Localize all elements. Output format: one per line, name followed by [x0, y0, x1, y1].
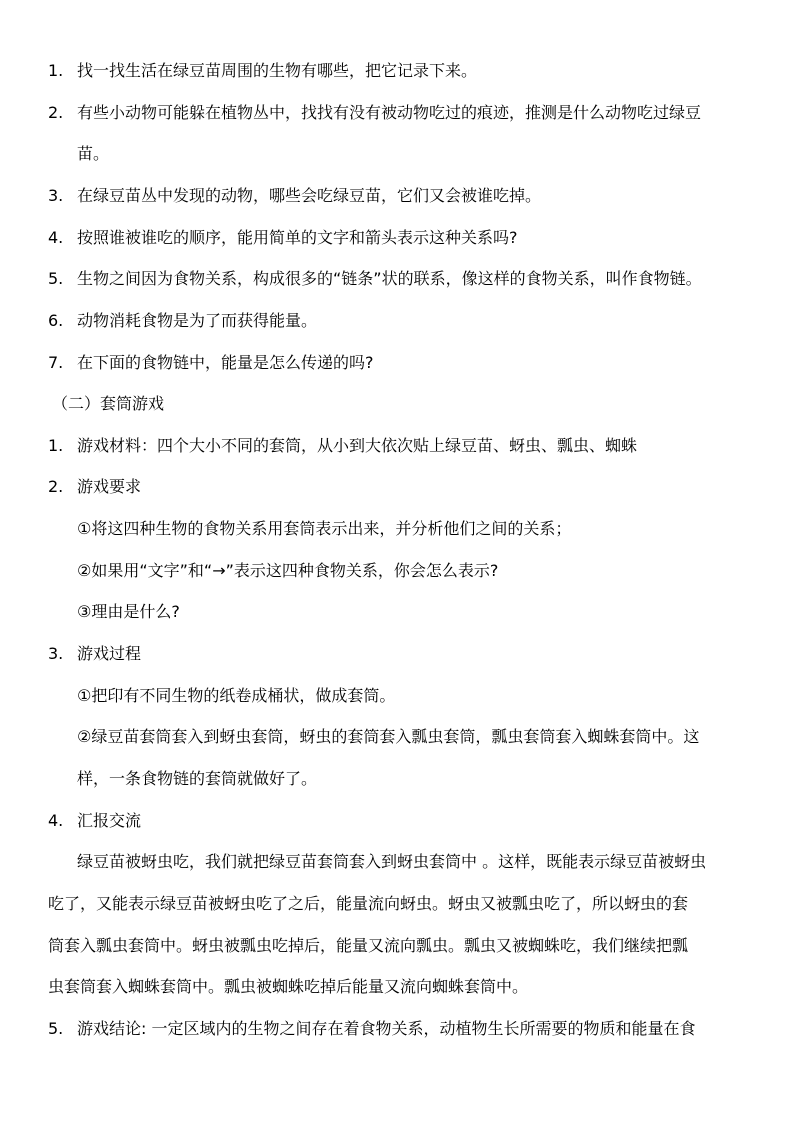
item-text: 汇报交流: [77, 811, 142, 830]
item-text: 游戏结论: 一定区域内的生物之间存在着食物关系，动植物生长所需要的物质和能量在食: [77, 1019, 696, 1038]
item-text: 动物消耗食物是为了而获得能量。: [77, 311, 318, 330]
item-text: 在绿豆苗丛中发现的动物，哪些会吃绿豆苗，它们又会被谁吃掉。: [77, 186, 542, 205]
item-number: 4.: [48, 811, 64, 830]
sub-item: ①将这四种生物的食物关系用套筒表示出来，并分析他们之间的关系；: [77, 519, 572, 538]
sub-item: ②绿豆苗套筒套入到蚜虫套筒，蚜虫的套筒套入瓢虫套筒，瓢虫套筒套入蜘蛛套筒中。这: [77, 727, 700, 746]
item-number: 5.: [48, 1019, 64, 1038]
item-text: 找一找生活在绿豆苗周围的生物有哪些，把它记录下来。: [77, 61, 478, 80]
paragraph-line: 虫套筒套入蜘蛛套筒中。瓢虫被蜘蛛吃掉后能量又流向蜘蛛套筒中。: [48, 977, 529, 996]
item-number: 5.: [48, 269, 64, 288]
item-number: 1.: [48, 436, 64, 455]
item-text-continued: 苗。: [77, 144, 110, 163]
section-heading: （二）套筒游戏: [52, 394, 165, 413]
sub-item: ①把印有不同生物的纸卷成桶状，做成套筒。: [77, 686, 396, 705]
item-text: 生物之间因为食物关系，构成很多的“链条”状的联系，像这样的食物关系，叫作食物链。: [77, 269, 702, 288]
item-number: 4.: [48, 228, 64, 247]
paragraph-line: 筒套入瓢虫套筒中。蚜虫被瓢虫吃掉后，能量又流向瓢虫。瓢虫又被蜘蛛吃，我们继续把瓢: [48, 936, 689, 955]
item-number: 3.: [48, 644, 64, 663]
sub-item-continued: 样，一条食物链的套筒就做好了。: [77, 769, 318, 788]
item-number: 3.: [48, 186, 64, 205]
item-text: 按照谁被谁吃的顺序，能用简单的文字和箭头表示这种关系吗?: [77, 228, 518, 247]
item-number: 1.: [48, 61, 64, 80]
sub-item: ②如果用“文字”和“→”表示这四种食物关系，你会怎么表示?: [77, 561, 499, 580]
item-text: 在下面的食物链中，能量是怎么传递的吗?: [77, 353, 374, 372]
sub-item: ③理由是什么?: [77, 602, 180, 621]
item-number: 7.: [48, 353, 64, 372]
item-text: 游戏要求: [77, 477, 142, 496]
item-number: 2.: [48, 477, 64, 496]
paragraph-line: 绿豆苗被蚜虫吃，我们就把绿豆苗套筒套入到蚜虫套筒中 。这样，既能表示绿豆苗被蚜虫: [77, 852, 707, 871]
item-number: 6.: [48, 311, 64, 330]
item-text: 游戏过程: [77, 644, 142, 663]
paragraph-line: 吃了，又能表示绿豆苗被蚜虫吃了之后，能量流向蚜虫。蚜虫又被瓢虫吃了，所以蚜虫的套: [48, 894, 689, 913]
item-number: 2.: [48, 103, 64, 122]
item-text: 游戏材料：四个大小不同的套筒，从小到大依次贴上绿豆苗、蚜虫、瓢虫、蜘蛛: [77, 436, 638, 455]
item-text: 有些小动物可能躲在植物丛中，找找有没有被动物吃过的痕迹，推测是什么动物吃过绿豆: [77, 103, 702, 122]
